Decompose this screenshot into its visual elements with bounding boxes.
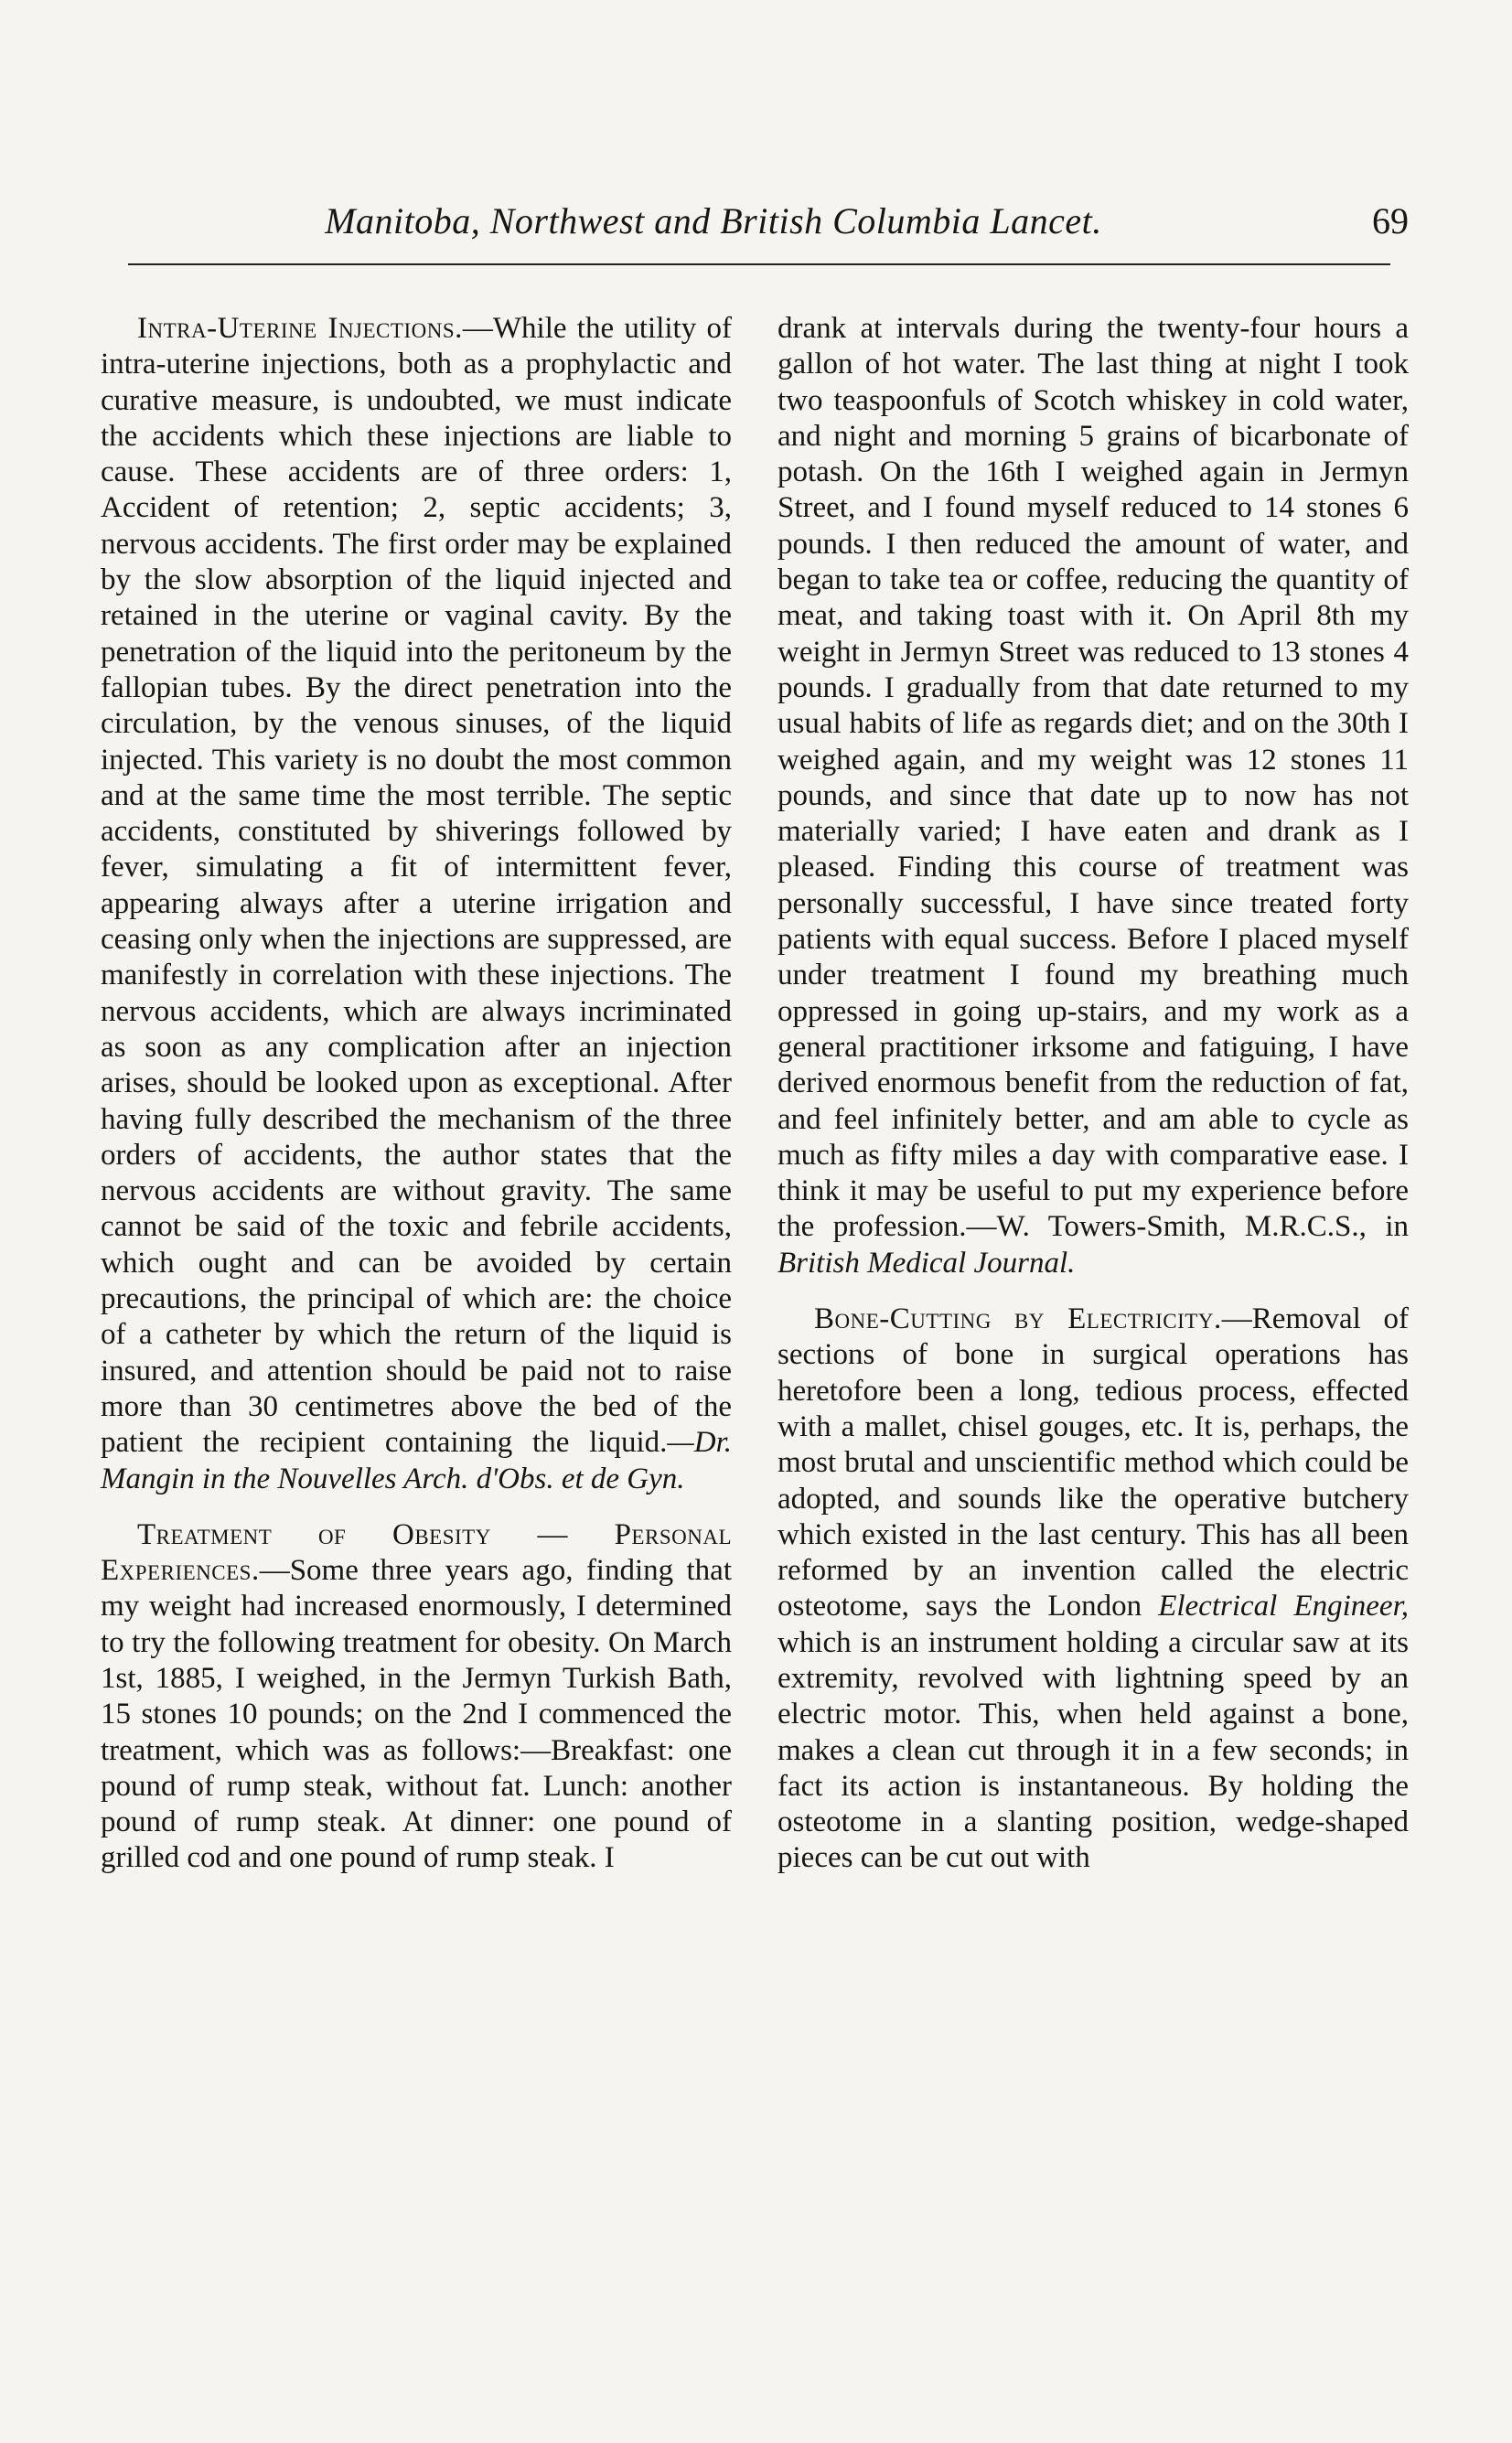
article-paragraph (101, 1517, 732, 1877)
journal-name: Electrical Engineer, (1158, 1590, 1409, 1623)
article-citation: —Dr. Mangin in the Nouvelles Arch. d'Obs. et de Gyn. (101, 1426, 732, 1495)
article-intrauterine-injections (101, 311, 732, 1497)
article-heading: Treatment of Obesity — Personal Experiences. (101, 1517, 732, 1588)
page-header (101, 183, 1409, 247)
article-heading: Bone-Cutting by Electricity. (814, 1302, 1222, 1336)
article-treatment-of-obesity (101, 1517, 732, 1877)
header-rule (128, 263, 1390, 265)
article-body: —Some three years ago, finding that my weight had increased enormously, I determined to try the following treatment for obesity. On March 1st, 1885, I weighed, in the Jermyn Turkish Bath, 15 stones 10 pounds; on the 2nd I commenced the treatment, which was as follows:—Breakfast: one pound of rump steak, without fat. Lunch: another pound of rump steak. At dinner: one pound of grilled cod and one pound of rump steak. I (101, 1554, 732, 1875)
article-body: —While the utility of intra-uterine injections, both as a prophylactic and curative measure, is undoubted, we must indicate the accidents which these injections are liable to cause. These accidents are of three orders: 1, Accident of retention; 2, septic accidents; 3, nervous accidents. The first order may be explained by the slow absorption of the liquid injected and retained in the uterine or vaginal cavity. By the penetration of the liquid into the peritoneum by the fallopian tubes. By the direct penetration into the circulation, by the venous sinuses, of the liquid injected. This variety is no doubt the most common and at the same time the most terrible. The septic accidents, constituted by shiverings followed by fever, simulating a fit of intermittent fever, appearing always after a uterine irrigation and ceasing only when the injections are suppressed, are manifestly in correlation with these injections. The nervous accidents, which are always incriminated as soon as any complication after an injection arises, should be looked upon as exceptional. After having fully described the mechanism of the three orders of accidents, the author states that the nervous accidents are without gravity. The same cannot be said of the toxic and febrile accidents, which ought and can be avoided by certain precautions, the principal of which are: the choice of a catheter by which the return of the liquid is insured, and attention should be paid not to raise more than 30 centimetres above the bed of the patient the recipient containing the liquid. (101, 312, 732, 1460)
article-paragraph (101, 311, 732, 1497)
article-paragraph (777, 311, 1409, 1281)
article-body: —Removal of sections of bone in surgical operations has heretofore been a long, tedious process, effected with a mallet, chisel gouges, etc. It is, perhaps, the most brutal and unscientific method which could be adopted, and sounds like the operative butchery which existed in the last century. This has all been reformed by an invention called the electric osteotome, says the London (777, 1302, 1409, 1623)
journal-page (101, 183, 1409, 2415)
article-paragraph (777, 1302, 1409, 1877)
running-title: Manitoba, Northwest and British Columbia Lancet. (325, 200, 1102, 241)
right-column (777, 311, 1409, 1897)
article-bone-cutting-by-electricity (777, 1302, 1409, 1877)
article-citation: British Medical Journal. (777, 1246, 1076, 1280)
article-body: which is an instrument holding a circular saw at its extremity, revolved with lightning speed by an electric motor. This, when held against a bone, makes a clean cut through it in a few seconds; in fact its action is instantaneous. By holding the osteotome in a slanting position, wedge-shaped pieces can be cut out with (777, 1625, 1409, 1875)
article-treatment-of-obesity-continued (777, 311, 1409, 1281)
article-heading: Intra-Uterine Injections. (137, 312, 463, 345)
article-body: drank at intervals during the twenty-four hours a gallon of hot water. The last thing at night I took two teaspoonfuls of Scotch whiskey in cold water, and night and morning 5 grains of bicarbonate of potash. On the 16th I weighed again in Jermyn Street, and I found myself reduced to 14 stones 6 pounds. I then reduced the amount of water, and began to take tea or coffee, reducing the quantity of meat, and taking toast with it. On April 8th my weight in Jermyn Street was reduced to 13 stones 4 pounds. I gradually from that date returned to my usual habits of life as regards diet; and on the 30th I weighed again, and my weight was 12 stones 11 pounds, and since that date up to now has not materially varied; I have eaten and drank as I pleased. Finding this course of treatment was personally successful, I have since treated forty patients with equal success. Before I placed myself under treatment I found my breathing much oppressed in going up-stairs, and my work as a general practitioner irksome and fatiguing, I have derived enormous benefit from the reduction of fat, and feel infinitely better, and am able to cycle as much as fifty miles a day with comparative ease. I think it may be useful to put my experience before the profession.—W. Towers-Smith, M.R.C.S., in (777, 312, 1409, 1244)
page-number: 69 (1372, 200, 1409, 241)
left-column (101, 311, 732, 1897)
text-columns (101, 311, 1409, 1897)
